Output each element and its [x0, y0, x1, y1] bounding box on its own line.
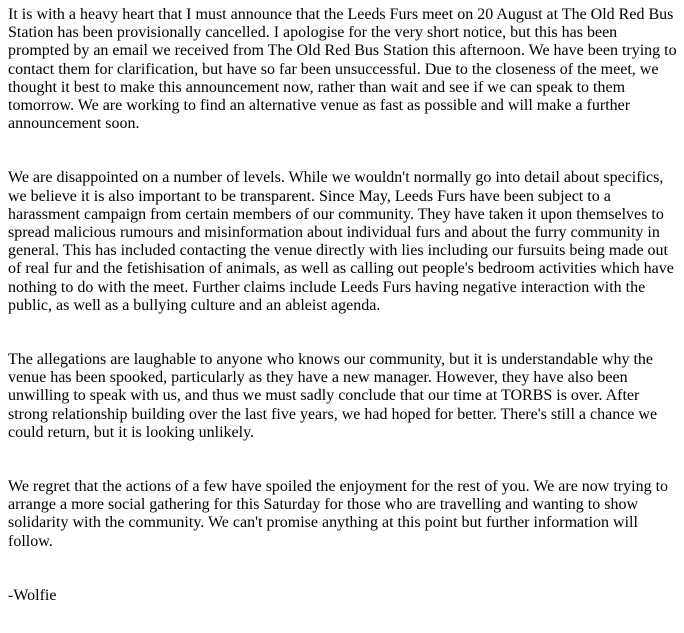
signature: -Wolfie [8, 586, 57, 604]
paragraph-venue-allegations: The allegations are laughable to anyone who knows our community, but it is understandable why the venue has been spooked, particularly as they have a new manager. However, they have also been unwilling to speak with us, and thus we must sadly conclude that our time at TORBS is over. After strong relationship building over the last five years, we had hoped for better. There's still a chance we could return, but it is looking unlikely. [8, 351, 658, 441]
paragraph-harassment-details: We are disappointed on a number of levels. While we wouldn't normally go into detail about specifics, we believe it is also important to be transparent. Since May, Leeds Furs have been subject to a harassment campaign from certain members of our community. They have taken it upon themselves to spread malicious rumours and misinformation about individual furs and about the furry community in general. This has included contacting the venue directly with lies including our fursuits being made out of real fur and the fetishisation of animals, as well as calling out people's bedroom activities which have nothing to do with the meet. Further claims include Leeds Furs having negative interaction with the public, as well as a bullying culture and an ableist agenda. [8, 169, 674, 314]
announcement-body [8, 6, 678, 605]
paragraph-cancellation-notice: It is with a heavy heart that I must announce that the Leeds Furs meet on 20 August at The Old Red Bus Station has been provisionally cancelled. I apologise for the very short notice, but this has been prompted by an email we received from The Old Red Bus Station this afternoon. We have been trying to contact them for clarification, but have so far been unsuccessful. Due to the closeness of the meet, we thought it best to make this announcement now, rather than wait and see if we can speak to them tomorrow. We are working to find an alternative venue as fast as possible and will make a further announcement soon. [8, 6, 677, 133]
paragraph-social-gathering: We regret that the actions of a few have spoiled the enjoyment for the rest of you. We are now trying to arrange a more social gathering for this Saturday for those who are travelling and wanting to show solidarity with the community. We can't promise anything at this point but further information will follow. [8, 478, 669, 550]
